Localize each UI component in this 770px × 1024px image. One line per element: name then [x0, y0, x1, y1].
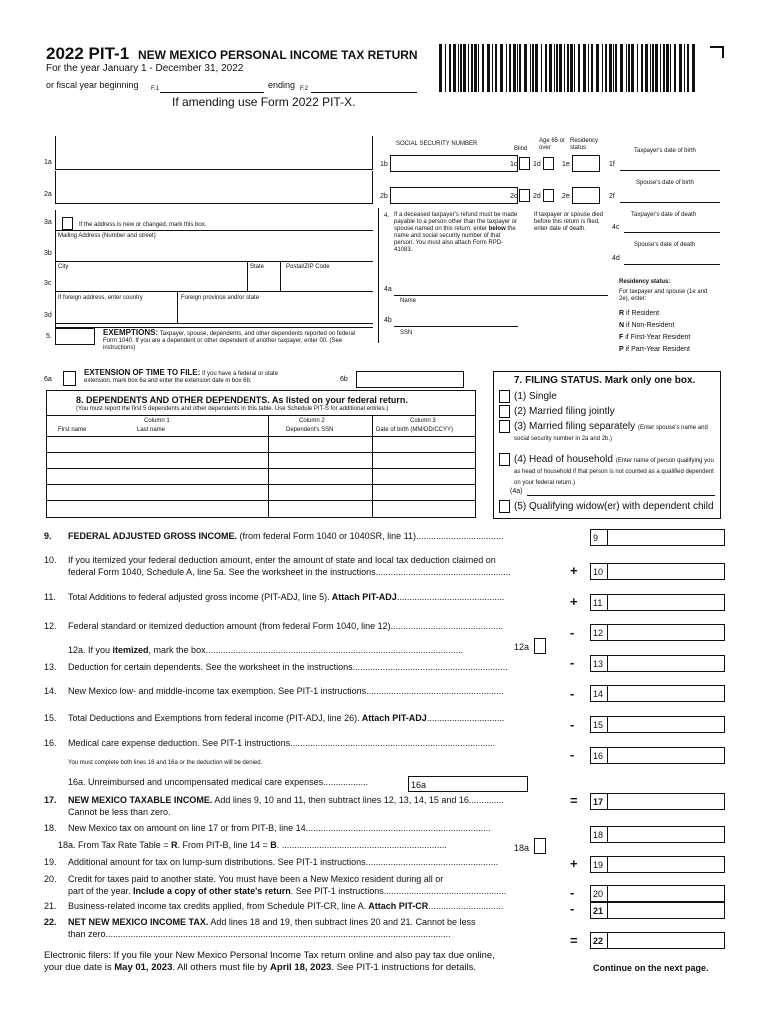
box-18-label: 18 — [593, 830, 604, 840]
efile-note-b — [44, 962, 476, 973]
line-22-number: 22. — [44, 917, 57, 927]
head-of-household-label — [514, 454, 720, 487]
line-12a-label: 12a — [514, 642, 530, 652]
last-name-header: Last name — [137, 427, 166, 433]
spouse-dob-label: Spouse's date of birth — [636, 180, 694, 186]
line-22-amount[interactable] — [590, 932, 725, 949]
box-11-label: 11 — [593, 598, 603, 608]
line-1b-label: 1b — [380, 161, 388, 168]
line-2d-label: 2d — [533, 193, 541, 200]
dependents-subtitle: (You must report the first 5 dependents and other dependents in this table. Use Schedule PIT-S for additional entries.) — [76, 406, 389, 412]
continue-note: Continue on the next page. — [593, 963, 709, 973]
line-12a-text — [68, 645, 463, 656]
l17-bold: NEW MEXICO TAXABLE INCOME. — [68, 795, 213, 805]
line-16-text: Medical care expense deduction. See PIT-1 instructions.................................................................................. — [68, 738, 496, 748]
mailing-address-label: Mailing Address (Number and street) — [58, 233, 156, 239]
residency-f — [619, 334, 690, 342]
line-14-amount[interactable] — [590, 685, 725, 702]
exemptions-text — [103, 329, 368, 352]
line-9-number: 9. — [44, 531, 52, 541]
zip-label: Postal/ZIP Code — [286, 264, 330, 270]
residency-legend-sub: For taxpayer and spouse (1e and 2e), enter: — [619, 289, 708, 302]
exemptions-desc: Taxpayer, spouse, dependents, and other dependents reported on federal Form 1040. If you are a dependent or other dependent of another taxpayer, enter 00. (See instructions) — [103, 331, 356, 351]
table-row[interactable] — [46, 452, 476, 453]
text-r: if Resident — [626, 310, 660, 317]
line-9-text — [68, 531, 503, 542]
line-10-text-a: If you itemized your federal deduction amount, enter the amount of state and local tax deduction claimed on — [68, 555, 496, 565]
line-19-text: Additional amount for tax on lump-sum distributions. See PIT-1 instructions..................................................... — [68, 857, 499, 867]
l15-dots: ............................... — [426, 713, 505, 723]
form-title: NEW MEXICO PERSONAL INCOME TAX RETURN — [138, 48, 418, 62]
line-4a-fs-label: (4a) — [510, 488, 523, 495]
spouse-age65-checkbox[interactable] — [543, 189, 554, 202]
head-of-household-note: (Enter name of person qualifying you as head of household if that person is not counted as a qualified dependent on your federal return.) — [514, 458, 714, 486]
line-20-text-b — [68, 886, 506, 897]
line-2b-label: 2b — [380, 193, 388, 200]
l20-post: . See PIT-1 instructions................................................. — [290, 886, 507, 896]
l18a-mid: . From PIT-B, line 14 = — [177, 840, 271, 850]
line-20-number: 20. — [44, 874, 57, 884]
l9-rest: (from federal Form 1040 or 1040SR, line 11)................................... — [237, 531, 504, 541]
line-10-amount[interactable] — [590, 563, 725, 580]
line-15-amount[interactable] — [590, 716, 725, 733]
line-17-text — [68, 795, 504, 806]
first-name-header: First name — [58, 427, 87, 433]
box-13-label: 13 — [593, 659, 604, 669]
fiscal-end-field[interactable] — [311, 92, 417, 93]
equals-sign: = — [570, 933, 578, 948]
line-19-number: 19. — [44, 857, 57, 867]
residency-n — [619, 322, 674, 330]
foreign-address-field[interactable] — [55, 323, 373, 324]
line-2e-label: 2e — [562, 193, 570, 200]
line-20-text-a: Credit for taxes paid to another state. You must have been a New Mexico resident during all or — [68, 874, 444, 884]
deceased-text-below: below — [488, 226, 506, 232]
address-change-label: If the address is new or changed, mark this box. — [79, 222, 207, 228]
married-jointly-checkbox[interactable] — [499, 405, 510, 418]
divider — [177, 291, 178, 324]
plus-sign: + — [570, 594, 578, 609]
filing-status-title: 7. FILING STATUS. Mark only one box. — [514, 375, 696, 386]
divider — [247, 261, 248, 291]
tax-year-text: For the year January 1 - December 31, 2022 — [46, 63, 244, 74]
column-2-label: Column 2 — [299, 418, 325, 424]
line-18a-label: 18a — [514, 843, 530, 853]
line-16a-label: 16a — [411, 780, 427, 790]
spouse-ssn-field[interactable] — [390, 187, 518, 204]
extension-title: EXTENSION OF TIME TO FILE: — [84, 368, 201, 377]
residency-legend-title: Residency status: — [619, 279, 671, 285]
single-checkbox[interactable] — [499, 390, 510, 403]
residency-label: Residency status — [570, 138, 599, 151]
line-6b-label: 6b — [340, 376, 348, 383]
l18a-b: B — [270, 840, 277, 850]
text-p: if Part-Year Resident — [625, 346, 690, 353]
line-16-amount[interactable] — [590, 747, 725, 764]
address-change-checkbox[interactable] — [62, 217, 73, 230]
barcode-image — [437, 44, 697, 94]
line-14-number: 14. — [44, 686, 57, 696]
l15-bold: Attach PIT-ADJ — [359, 713, 427, 723]
fiscal-begin-field[interactable] — [160, 92, 264, 93]
taxpayer-blind-checkbox[interactable] — [519, 157, 530, 170]
extension-date-field[interactable] — [356, 371, 464, 388]
state-label: State — [250, 264, 265, 270]
line-18-text: New Mexico tax on amount on line 17 or from PIT-B, line 14.......................................................................... — [68, 823, 491, 833]
divider — [372, 415, 373, 518]
line-16-number: 16. — [44, 738, 57, 748]
table-row[interactable] — [46, 484, 476, 485]
line-20-amount[interactable] — [590, 885, 725, 902]
line-12-text: Federal standard or itemized deduction amount (from federal Form 1040, line 12)............................................. — [68, 621, 504, 631]
age65-label: Age 65 or over — [539, 138, 566, 151]
extension-text — [84, 369, 334, 385]
deceased-text-b: the name and social security number of that person. You must also attach Form RPD-41083. — [394, 226, 516, 253]
line-2a-label: 2a — [44, 191, 52, 198]
l11-bold: Attach PIT-ADJ — [329, 592, 397, 602]
f2-label: F.2 — [300, 86, 309, 92]
line-1a-label: 1a — [44, 159, 52, 166]
l17-text: Add lines 9, 10 and 11, then subtract lines 12, 13, 14, 15 and 16.............. — [212, 795, 504, 805]
plus-sign: + — [570, 563, 578, 578]
married-jointly-label: (2) Married filing jointly — [514, 406, 615, 417]
column-3-label: Column 3 — [410, 418, 436, 424]
l21-text: Business-related income tax credits applied, from Schedule PIT-CR, line A. — [68, 901, 367, 911]
married-separately-note: (Enter spouse's name and social security number in 2a and 2b.) — [514, 425, 708, 442]
l18a-text: 18a. From Tax Rate Table = — [58, 840, 171, 850]
dependents-title: 8. DEPENDENTS AND OTHER DEPENDENTS. As listed on your federal return. — [76, 395, 408, 405]
box-10-label: 10 — [593, 567, 604, 577]
text-n: if Non-Resident — [626, 322, 675, 329]
divider — [280, 261, 281, 291]
line-3b-label: 3b — [44, 250, 52, 257]
line-4c-label: 4c — [612, 224, 620, 231]
line-16a-amount[interactable] — [408, 776, 528, 792]
line-21-number: 21. — [44, 901, 57, 911]
box-17-label: 17 — [593, 797, 604, 807]
line-13-number: 13. — [44, 662, 57, 672]
taxpayer-ssn-field[interactable] — [390, 155, 518, 172]
spouse-death-date-field[interactable] — [624, 264, 720, 265]
taxpayer-name-field[interactable] — [55, 136, 373, 170]
minus-sign: - — [570, 686, 575, 701]
column-1-label: Column 1 — [144, 418, 170, 424]
spouse-blind-checkbox[interactable] — [519, 189, 530, 202]
text-f: if First-Year Resident — [625, 334, 691, 341]
code-f: F — [619, 334, 624, 341]
spouse-dob-field[interactable] — [620, 202, 720, 203]
due-paper: April 18, 2023 — [270, 962, 332, 973]
deceased-instructions — [394, 212, 518, 254]
l22-text: Add lines 18 and 19, then subtract lines 20 and 21. Cannot be less — [208, 917, 476, 927]
extension-desc-b: extension, mark box 6a and enter the extension date in box 6b. — [84, 378, 252, 384]
code-p: P — [619, 346, 624, 353]
line-10-text-b: federal Form 1040, Schedule A, line 5a. See the worksheet in the instructions...................................................... — [68, 567, 511, 577]
box-22-label: 22 — [593, 936, 604, 946]
efile-mid: . All others must file by — [172, 962, 271, 973]
table-row[interactable] — [46, 468, 476, 469]
line-1d-label: 1d — [533, 161, 541, 168]
foreign-country-label: If foreign address, enter country — [58, 295, 143, 301]
taxpayer-residency-field[interactable] — [572, 155, 600, 172]
line-4-label: 4. — [384, 213, 390, 219]
line-1c-label: 1c — [510, 161, 518, 168]
minus-sign: - — [570, 901, 575, 916]
married-separately-label — [514, 421, 720, 443]
line-22-text-b: than zero.......................................................................................................................................... — [68, 929, 451, 939]
box-16-label: 16 — [593, 751, 604, 761]
line-16-note: You must complete both lines 16 and 16a or the deduction will be denied. — [68, 760, 263, 766]
line-15-text — [68, 713, 504, 724]
city-state-zip-field[interactable] — [55, 291, 373, 292]
blind-label: Blind — [514, 146, 528, 152]
equals-sign: = — [570, 793, 578, 808]
box-12-label: 12 — [593, 628, 604, 638]
itemized-checkbox[interactable] — [534, 638, 546, 654]
residency-p — [619, 346, 690, 354]
due-online: May 01, 2023 — [114, 962, 173, 973]
corner-mark-icon — [706, 44, 726, 64]
married-separately-checkbox[interactable] — [499, 420, 510, 433]
l11-dots: ........................................... — [396, 592, 505, 602]
line-1f-label: 1f — [609, 161, 615, 168]
l20-bold: Include a copy of other state's return — [130, 886, 291, 896]
line-9-amount[interactable] — [590, 529, 725, 546]
l12a-b: , mark the box....................................................................................................... — [148, 645, 464, 655]
line-1e-label: 1e — [562, 161, 570, 168]
exemptions-field[interactable] — [55, 328, 95, 345]
line-3c-label: 3c — [44, 280, 52, 287]
code-n: N — [619, 322, 625, 329]
line-21-amount[interactable] — [590, 902, 725, 919]
box-9-label: 9 — [593, 533, 599, 543]
plus-sign: + — [570, 856, 578, 871]
city-label: City — [58, 264, 69, 270]
amending-note: If amending use Form 2022 PIT-X. — [172, 95, 356, 109]
spouse-residency-field[interactable] — [572, 187, 600, 204]
line-13-amount[interactable] — [590, 655, 725, 672]
divider — [268, 415, 269, 518]
box-15-label: 15 — [593, 720, 604, 730]
line-18a-text — [58, 840, 447, 851]
dob-header: Date of birth (MM/DD/CCYY) — [376, 427, 454, 433]
box-20-label: 20 — [593, 889, 604, 899]
l12a-bold: itemized — [110, 645, 149, 655]
line-14-text: New Mexico low- and middle-income tax exemption. See PIT-1 instructions....................................................... — [68, 686, 504, 696]
line-22-text — [68, 917, 476, 928]
married-separately-text: (3) Married filing separately — [514, 421, 636, 432]
taxpayer-age65-checkbox[interactable] — [543, 157, 554, 170]
spouse-death-label: Spouse's date of death — [634, 242, 696, 248]
line-4b-label: 4b — [384, 317, 392, 324]
efile-post: . See PIT-1 instructions for details. — [331, 962, 476, 973]
mailing-address-field[interactable] — [55, 261, 373, 262]
deceased-text-a: If a deceased taxpayer's refund must be made payable to a person other than the taxpayer or spouse named on this return, enter — [394, 212, 518, 232]
tax-method-field[interactable] — [534, 838, 546, 854]
taxpayer-death-label: Taxpayer's date of death — [631, 212, 697, 218]
l15-text: Total Deductions and Exemptions from federal income (PIT-ADJ, line 26). — [68, 713, 360, 723]
fiscal-begin-label: or fiscal year beginning — [46, 80, 139, 90]
f1-label: F.1 — [151, 86, 160, 92]
line-2c-label: 2c — [510, 193, 518, 200]
l18a-r: R — [170, 840, 178, 850]
code-r: R — [619, 310, 625, 317]
line-13-text: Deduction for certain dependents. See the worksheet in the instructions.............................................................. — [68, 662, 508, 672]
minus-sign: - — [570, 747, 575, 762]
table-row[interactable] — [46, 436, 476, 437]
fiscal-end-label: ending — [268, 80, 296, 90]
line-10-number: 10. — [44, 555, 57, 565]
payee-name-field[interactable] — [394, 295, 608, 296]
l12a-a: 12a. If you — [68, 645, 111, 655]
minus-sign: - — [570, 625, 575, 640]
date-of-death-instructions: If taxpayer or spouse died before this return is filed, enter date of death. — [534, 212, 604, 232]
payee-ssn-label: SSN — [400, 330, 413, 336]
box-19-label: 19 — [593, 860, 604, 870]
l9-bold: FEDERAL ADJUSTED GROSS INCOME. — [68, 531, 238, 541]
divider — [55, 230, 373, 231]
qualifying-widow-label: (5) Qualifying widow(er) with dependent child — [514, 501, 714, 512]
line-11-amount[interactable] — [590, 594, 725, 611]
line-12-number: 12. — [44, 621, 57, 631]
line-4d-label: 4d — [612, 255, 620, 262]
spouse-name-field[interactable] — [55, 171, 373, 204]
line-16a-text: 16a. Unreimbursed and uncompensated medical care expenses.................. — [68, 777, 369, 787]
l11-text: Total Additions to federal adjusted gross income (PIT-ADJ, line 5). — [68, 592, 330, 602]
l21-dots: .............................. — [428, 901, 504, 911]
line-6a-label: 6a — [44, 376, 52, 383]
line-17-text-b: Cannot be less than zero. — [68, 807, 171, 817]
single-label: (1) Single — [514, 391, 557, 402]
line-11-number: 11. — [44, 592, 56, 602]
extension-desc-a: If you have a federal or state — [201, 371, 279, 377]
divider — [46, 415, 476, 416]
efile-note-a: Electronic filers: If you file your New Mexico Personal Income Tax return online and also pay tax due online, — [44, 950, 495, 961]
head-of-household-text: (4) Head of household — [514, 454, 613, 465]
line-12-amount[interactable] — [590, 624, 725, 641]
table-row[interactable] — [46, 500, 476, 501]
taxpayer-dob-field[interactable] — [620, 170, 720, 171]
line-18-amount[interactable] — [590, 826, 725, 843]
line-17-amount[interactable] — [590, 793, 725, 810]
form-number: 2022 PIT-1 — [46, 44, 130, 63]
l21-bold: Attach PIT-CR — [366, 901, 429, 911]
l22-bold: NET NEW MEXICO INCOME TAX. — [68, 917, 209, 927]
minus-sign: - — [570, 885, 575, 900]
taxpayer-dob-label: Taxpayer's date of birth — [634, 148, 696, 154]
line-15-number: 15. — [44, 713, 57, 723]
line-17-number: 17. — [44, 795, 57, 805]
line-4a-label: 4a — [384, 286, 392, 293]
minus-sign: - — [570, 655, 575, 670]
box-21-label: 21 — [593, 906, 604, 916]
line-2f-label: 2f — [609, 193, 615, 200]
line-18-number: 18. — [44, 823, 57, 833]
ssn-label: SOCIAL SECURITY NUMBER — [396, 141, 478, 147]
line-5-label: 5. — [46, 333, 52, 340]
residency-r — [619, 310, 659, 318]
line-3d-label: 3d — [44, 312, 52, 319]
efile-pre: your due date is — [44, 962, 115, 973]
qualifying-widow-checkbox[interactable] — [499, 500, 510, 513]
line-11-text — [68, 592, 504, 603]
extension-checkbox[interactable] — [63, 371, 76, 386]
foreign-province-label: Foreign province and/or state — [181, 295, 260, 301]
taxpayer-death-date-field[interactable] — [624, 232, 720, 233]
head-of-household-checkbox[interactable] — [499, 453, 510, 466]
l18a-dots: . .................................................................. — [276, 840, 447, 850]
minus-sign: - — [570, 717, 575, 732]
box-14-label: 14 — [593, 689, 604, 699]
line-19-amount[interactable] — [590, 856, 725, 873]
l20-pre: part of the year. — [68, 886, 131, 896]
dependent-ssn-header: Dependent's SSN — [286, 427, 334, 433]
hoh-name-field[interactable] — [527, 495, 715, 496]
exemptions-title: EXEMPTIONS: — [103, 328, 159, 337]
line-3a-label: 3a — [44, 219, 52, 226]
payee-name-label: Name — [400, 298, 417, 304]
line-21-text — [68, 901, 503, 912]
payee-ssn-field[interactable] — [394, 326, 518, 327]
